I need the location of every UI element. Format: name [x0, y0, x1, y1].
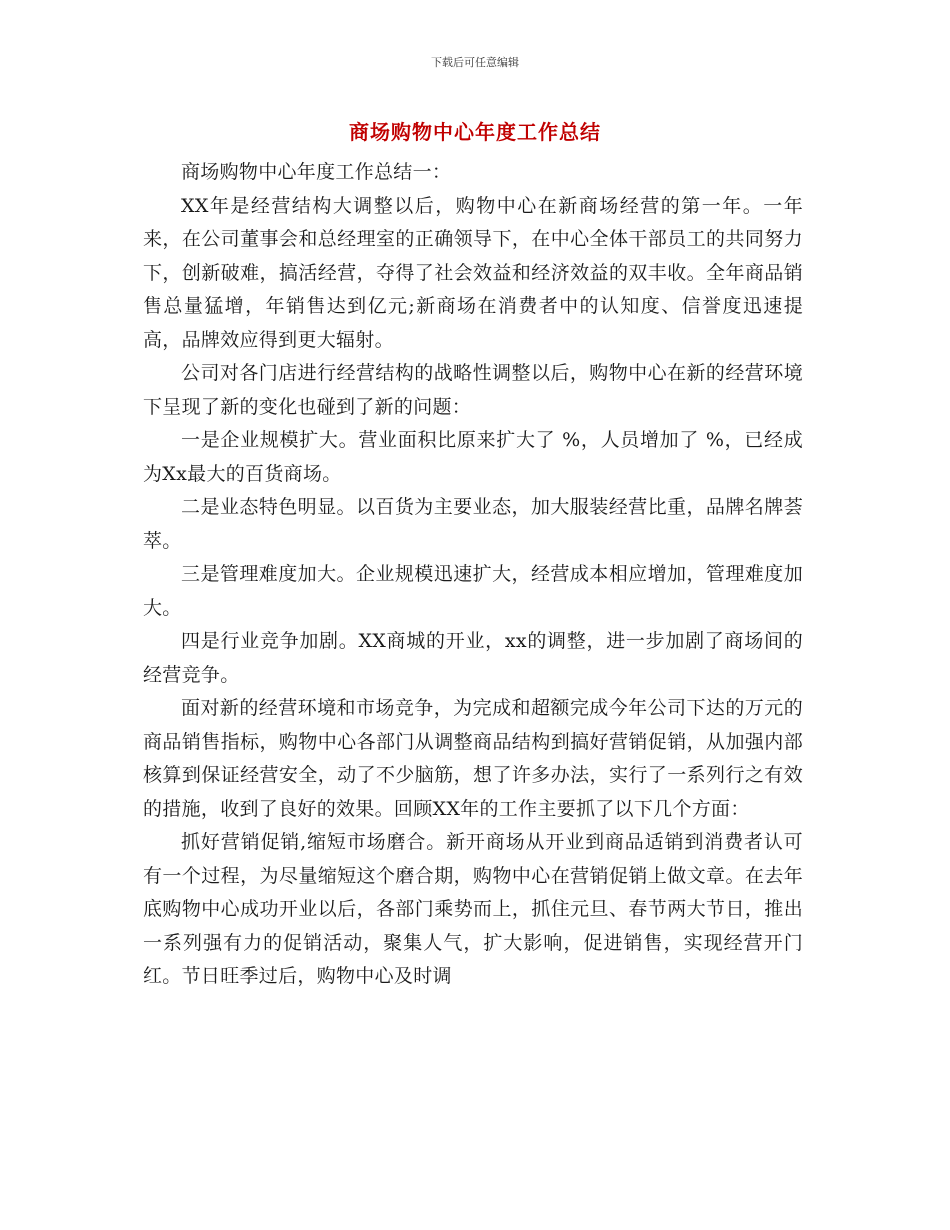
paragraph: 抓好营销促销,缩短市场磨合。新开商场从开业到商品适销到消费者认可有一个过程，为尽量缩短这个磨合期，购物中心在营销促销上做文章。在去年底购物中心成功开业以后，各部门乘势而上，抓住元旦、春节两大节日，推出一系列强有力的促销活动，聚集人气，扩大影响，促进销售，实现经营开门红。节日旺季过后，购物中心及时调: [143, 831, 803, 987]
document-body: [143, 156, 803, 994]
paragraph: 公司对各门店进行经营结构的战略性调整以后，购物中心在新的经营环境下呈现了新的变化也碰到了新的问题：: [143, 362, 803, 418]
paragraph: XX年是经营结构大调整以后，购物中心在新商场经营的第一年。一年来，在公司董事会和总经理室的正确领导下，在中心全体干部员工的共同努力下，创新破难，搞活经营，夺得了社会效益和经济效益的双丰收。全年商品销售总量猛增，年销售达到亿元;新商场在消费者中的认知度、信誉度迅速提高，品牌效应得到更大辐射。: [143, 194, 803, 351]
paragraph: 一是企业规模扩大。营业面积比原来扩大了 %，人员增加了 %，已经成为Xx最大的百货商场。: [143, 429, 803, 485]
paragraph: 四是行业竞争加剧。XX商城的开业，xx的调整，进一步加剧了商场间的经营竞争。: [143, 630, 803, 686]
page-header-note: 下载后可任意编辑: [431, 56, 519, 69]
paragraph: 二是业态特色明显。以百货为主要业态，加大服装经营比重，品牌名牌荟萃。: [143, 496, 803, 552]
paragraph: 三是管理难度加大。企业规模迅速扩大，经营成本相应增加，管理难度加大。: [143, 563, 803, 619]
document-title: 商场购物中心年度工作总结: [349, 120, 601, 144]
paragraph: 面对新的经营环境和市场竞争，为完成和超额完成今年公司下达的万元的商品销售指标，购物中心各部门从调整商品结构到搞好营销促销，从加强内部核算到保证经营安全，动了不少脑筋，想了许多办法，实行了一系列行之有效的措施，收到了良好的效果。回顾XX年的工作主要抓了以下几个方面：: [143, 697, 803, 820]
paragraph-heading: 商场购物中心年度工作总结一：: [181, 161, 452, 183]
